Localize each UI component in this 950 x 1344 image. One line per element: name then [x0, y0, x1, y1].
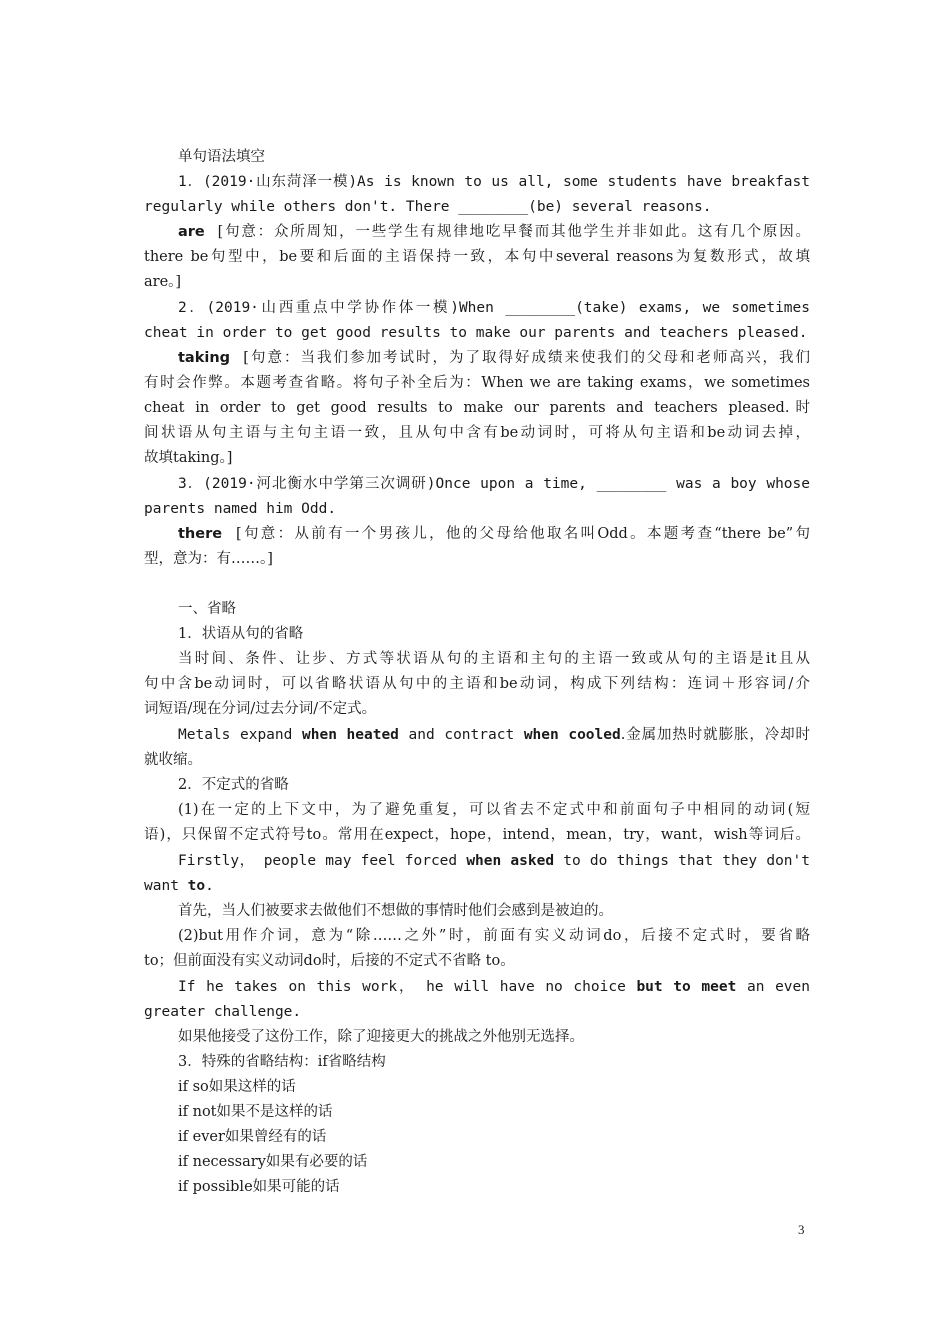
if-structure-item: if so如果这样的话	[178, 1079, 296, 1095]
part-heading: 一、省略	[178, 601, 236, 617]
section-title: 单句语法填空	[178, 149, 265, 165]
question-2-explanation-line-2: 有时会作弊。本题考查省略。将句子补全后为：When we are taking exams，we sometimes	[144, 375, 810, 391]
question-2-line-1: 2．(2019·山西重点中学协作体一模)When ________(take) exams, we sometimes	[178, 300, 810, 316]
example-3-translation: 如果他接受了这份工作，除了迎接更大的挑战之外他别无选择。	[178, 1029, 584, 1045]
question-2-line-2: cheat in order to get good results to make our parents and teachers pleased.	[144, 325, 808, 341]
subsection-3-title: 3．特殊的省略结构：if省略结构	[178, 1054, 386, 1070]
question-3-answer: there	[178, 526, 223, 542]
question-1-line-2: regularly while others don't. There ________(be) several reasons.	[144, 199, 712, 215]
subsection-1-paragraph-line-2: 句中含be动词时，可以省略状语从句中的主语和be动词，构成下列结构：连词＋形容词/介	[144, 676, 810, 692]
if-structure-item: if necessary如果有必要的话	[178, 1154, 368, 1170]
if-structure-item: if ever如果曾经有的话	[178, 1129, 327, 1145]
question-1-answer: are	[178, 224, 205, 240]
example-2-line-2: want to.	[144, 878, 214, 894]
subsection-2-paragraph-line-4: to；但前面没有实义动词do时，后接的不定式不省略 to。	[144, 953, 515, 969]
question-2-answer: taking	[178, 350, 231, 366]
question-1-explanation-line-3: are。]	[144, 274, 182, 290]
subsection-2-title: 2．不定式的省略	[178, 777, 289, 793]
example-1-line-2: 就收缩。	[144, 752, 202, 768]
subsection-1-paragraph-line-1: 当时间、条件、让步、方式等状语从句的主语和主句的主语一致或从句的主语是it且从	[178, 651, 810, 667]
question-2-explanation-line-5: 故填taking。]	[144, 450, 233, 466]
question-3-line-1: 3．(2019·河北衡水中学第三次调研)Once upon a time, ________ was a boy whose	[178, 476, 810, 492]
example-2-line-1: Firstly， people may feel forced when asked to do things that they don't	[178, 853, 810, 869]
if-structure-item: if possible如果可能的话	[178, 1179, 340, 1195]
example-3-line-1: If he takes on this work， he will have no choice but to meet an even	[178, 979, 811, 995]
question-2-explanation-line-3: cheat in order to get good results to make our parents and teachers pleased.时	[144, 400, 810, 416]
subsection-1-paragraph-line-3: 词短语/现在分词/过去分词/不定式。	[144, 701, 377, 717]
if-structure-item: if not如果不是这样的话	[178, 1104, 333, 1120]
subsection-2-paragraph-line-3: (2)but用作介词，意为“除……之外”时，前面有实义动词do，后接不定式时，要省略	[178, 928, 810, 944]
question-3-explanation-line-2: 型，意为：有……。]	[144, 551, 273, 567]
question-1-explanation-line-1: are [句意：众所周知，一些学生有规律地吃早餐而其他学生并非如此。这有几个原因。	[178, 224, 811, 240]
question-3-line-2: parents named him Odd.	[144, 501, 337, 517]
subsection-2-paragraph-line-1: (1)在一定的上下文中，为了避免重复，可以省去不定式中和前面句子中相同的动词(短	[178, 802, 810, 818]
example-3-line-2: greater challenge.	[144, 1004, 302, 1020]
question-1-line-1: 1．(2019·山东菏泽一模)As is known to us all, some students have breakfast	[178, 174, 810, 190]
question-3-explanation-line-1: there [句意：从前有一个男孩儿，他的父母给他取名叫Odd。本题考查“there be”句	[178, 526, 811, 542]
subsection-1-title: 1．状语从句的省略	[178, 626, 304, 642]
subsection-2-paragraph-line-2: 语)，只保留不定式符号to。常用在expect，hope，intend，mean，try，want，wish等词后。	[144, 827, 810, 843]
question-2-explanation-line-4: 间状语从句主语与主句主语一致，且从句中含有be动词时，可将从句主语和be动词去掉，	[144, 425, 810, 441]
page-number: 3	[798, 1222, 805, 1237]
question-2-explanation-line-1: taking [句意：当我们参加考试时，为了取得好成绩来使我们的父母和老师高兴，我们	[178, 350, 811, 366]
question-1-explanation-line-2: there be句型中，be要和后面的主语保持一致，本句中several reasons为复数形式，故填	[144, 249, 810, 265]
example-2-translation: 首先，当人们被要求去做他们不想做的事情时他们会感到是被迫的。	[178, 903, 613, 919]
example-1-line-1: Metals expand when heated and contract when cooled.金属加热时就膨胀，冷却时	[178, 727, 811, 743]
